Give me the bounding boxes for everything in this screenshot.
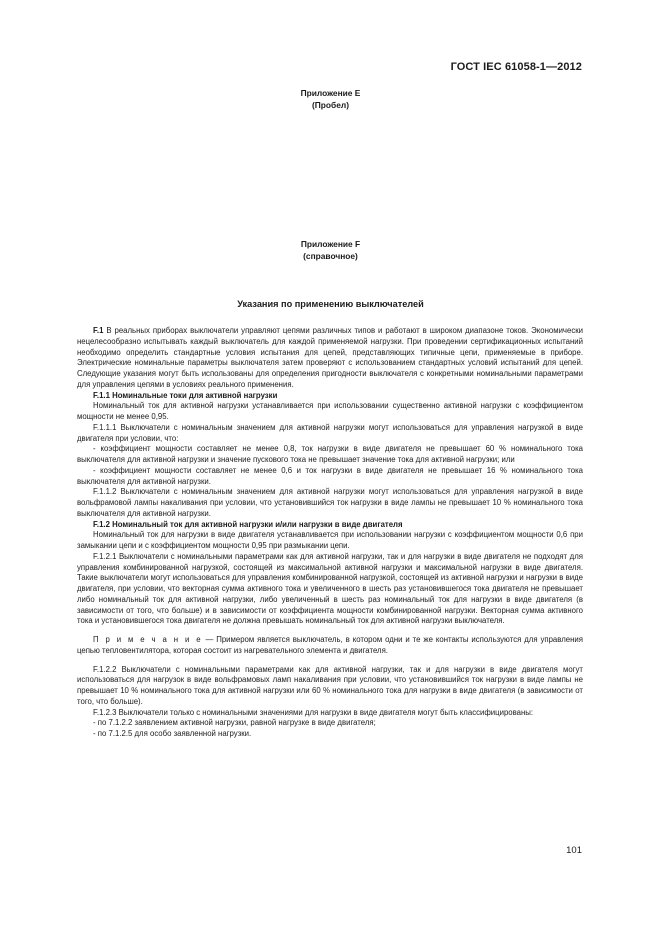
annex-e-title: Приложение E [300, 88, 361, 98]
paragraph: F.1.1.2 Выключатели с номинальным значением для активной нагрузки могут использоваться для управления нагрузкой в виде вольфрамовой лампы накаливания при условии, что установившийся ток нагрузки в виде лампы не превышает 10 % номинального тока выключателя для активной нагрузки. [77, 487, 583, 518]
spacer [77, 657, 583, 665]
annex-e-heading [0, 87, 661, 111]
list-item: - по 7.1.2.5 для особо заявленной нагрузки. [93, 729, 252, 738]
paragraph: Номинальный ток для активной нагрузки устанавливается при использовании существенно активной нагрузки с коэффициентом мощности не менее 0,95. [77, 401, 583, 421]
section-title: Указания по применению выключателей [237, 299, 424, 309]
standard-header: ГОСТ IEC 61058-1—2012 [450, 61, 582, 73]
note [77, 635, 583, 657]
paragraph-lead: F.1 [93, 326, 104, 335]
annex-f-heading [0, 238, 661, 262]
page-number: 101 [566, 845, 582, 856]
paragraph: F.1.2.1 Выключатели с номинальными параметрами как для активной нагрузки, так и для нагрузки в виде двигателя не подходят для управления комбинированной нагрузкой, состоящей из максимальной активной нагрузки и максимальной нагрузки в виде двигателя. Такие выключатели могут использоваться для управления комбинированной нагрузкой, состоящей из активной нагрузки и нагрузки в виде двигателя, при условии, что векторная сумма активного тока и увеличенного в шесть раз установившегося тока двигателя не превышает либо номинальный ток для активной нагрузки, либо увеличенный в шесть раз номинальный ток для нагрузки в виде двигателя (в зависимости от того, что больше) и в зависимости от коэффициента мощности комбинированной нагрузки. Векторная сумма активного тока и установившегося тока двигателя не должна превышать номинальный ток для активной нагрузки выключателя. [77, 551, 583, 626]
annex-e-subtitle: (Пробел) [312, 100, 349, 110]
paragraph: F.1.2.3 Выключатели только с номинальными значениями для нагрузки в виде двигателя могут быть классифицированы: [93, 707, 534, 717]
spacer [77, 627, 583, 635]
paragraph-f1 [77, 326, 583, 391]
list-item: - коэффициент мощности составляет не менее 0,6 и ток нагрузки в виде двигателя не превышает 16 % номинального тока выключателя для активной нагрузки. [77, 465, 583, 486]
note-label: П р и м е ч а н и е [93, 635, 203, 644]
paragraph: F.1.1.1 Выключатели с номинальным значением для активной нагрузки могут использоваться для управления нагрузкой в виде двигателя при условии, что: [77, 422, 583, 443]
annex-f-title: Приложение F [300, 239, 361, 249]
body-text [77, 326, 583, 740]
annex-f-subtitle: (справочное) [303, 251, 358, 261]
subheading-f1-2: F.1.2 Номинальный ток для активной нагрузки и/или нагрузки в виде двигателя [93, 519, 403, 529]
paragraph: F.1.2.2 Выключатели с номинальными параметрами как для активной нагрузки, так и для нагрузки в виде двигателя могут использоваться для нагрузок в виде вольфрамовых ламп накаливания при условии, что установившийся ток нагрузки в виде лампы не превышает 10 % номинального тока для активной нагрузки или 60 % номинального тока для нагрузки в виде двигателя (в зависимости от того, что больше). [77, 664, 583, 706]
list-item: - по 7.1.2.2 заявлением активной нагрузки, равной нагрузке в виде двигателя; [93, 718, 376, 728]
subheading-f1-1: F.1.1 Номинальные токи для активной нагрузки [93, 390, 278, 400]
paragraph: Номинальный ток для нагрузки в виде двигателя устанавливается при использовании нагрузки с коэффициентом мощности 0,6 при замыкании цепи и с коэффициентом мощности 0,95 при размыкании цепи. [77, 530, 583, 550]
paragraph-text: В реальных приборах выключатели управляют цепями различных типов и работают в широком диапазоне токов. Экономически нецелесообразно испытывать каждый выключатель для каждой применяемой нагрузки. При проведении сертификационных испытаний необходимо определить стандартные условия испытания для цепей, представляющих типичные цепи, применяемые в приборе. Электрические номинальные параметры выключателя затем проверяют с использованием стандартных условий испытаний для цепей. Следующие указания могут быть использованы для определения пригодности выключателя с конкретными номинальными параметрами для управления цепями в условиях реального применения. [77, 326, 583, 389]
list-item: - коэффициент мощности составляет не менее 0,8, ток нагрузки в виде двигателя не превышает 60 % номинального тока выключателя для активной нагрузки и значение пускового тока не превышает значение тока для активной нагрузки; или [77, 444, 583, 464]
note-text: — Примером является выключатель, в котором одни и те же контакты используются для управления цепью тепловентилятора, которая состоит из нагревательного элемента и двигателя. [77, 635, 583, 655]
